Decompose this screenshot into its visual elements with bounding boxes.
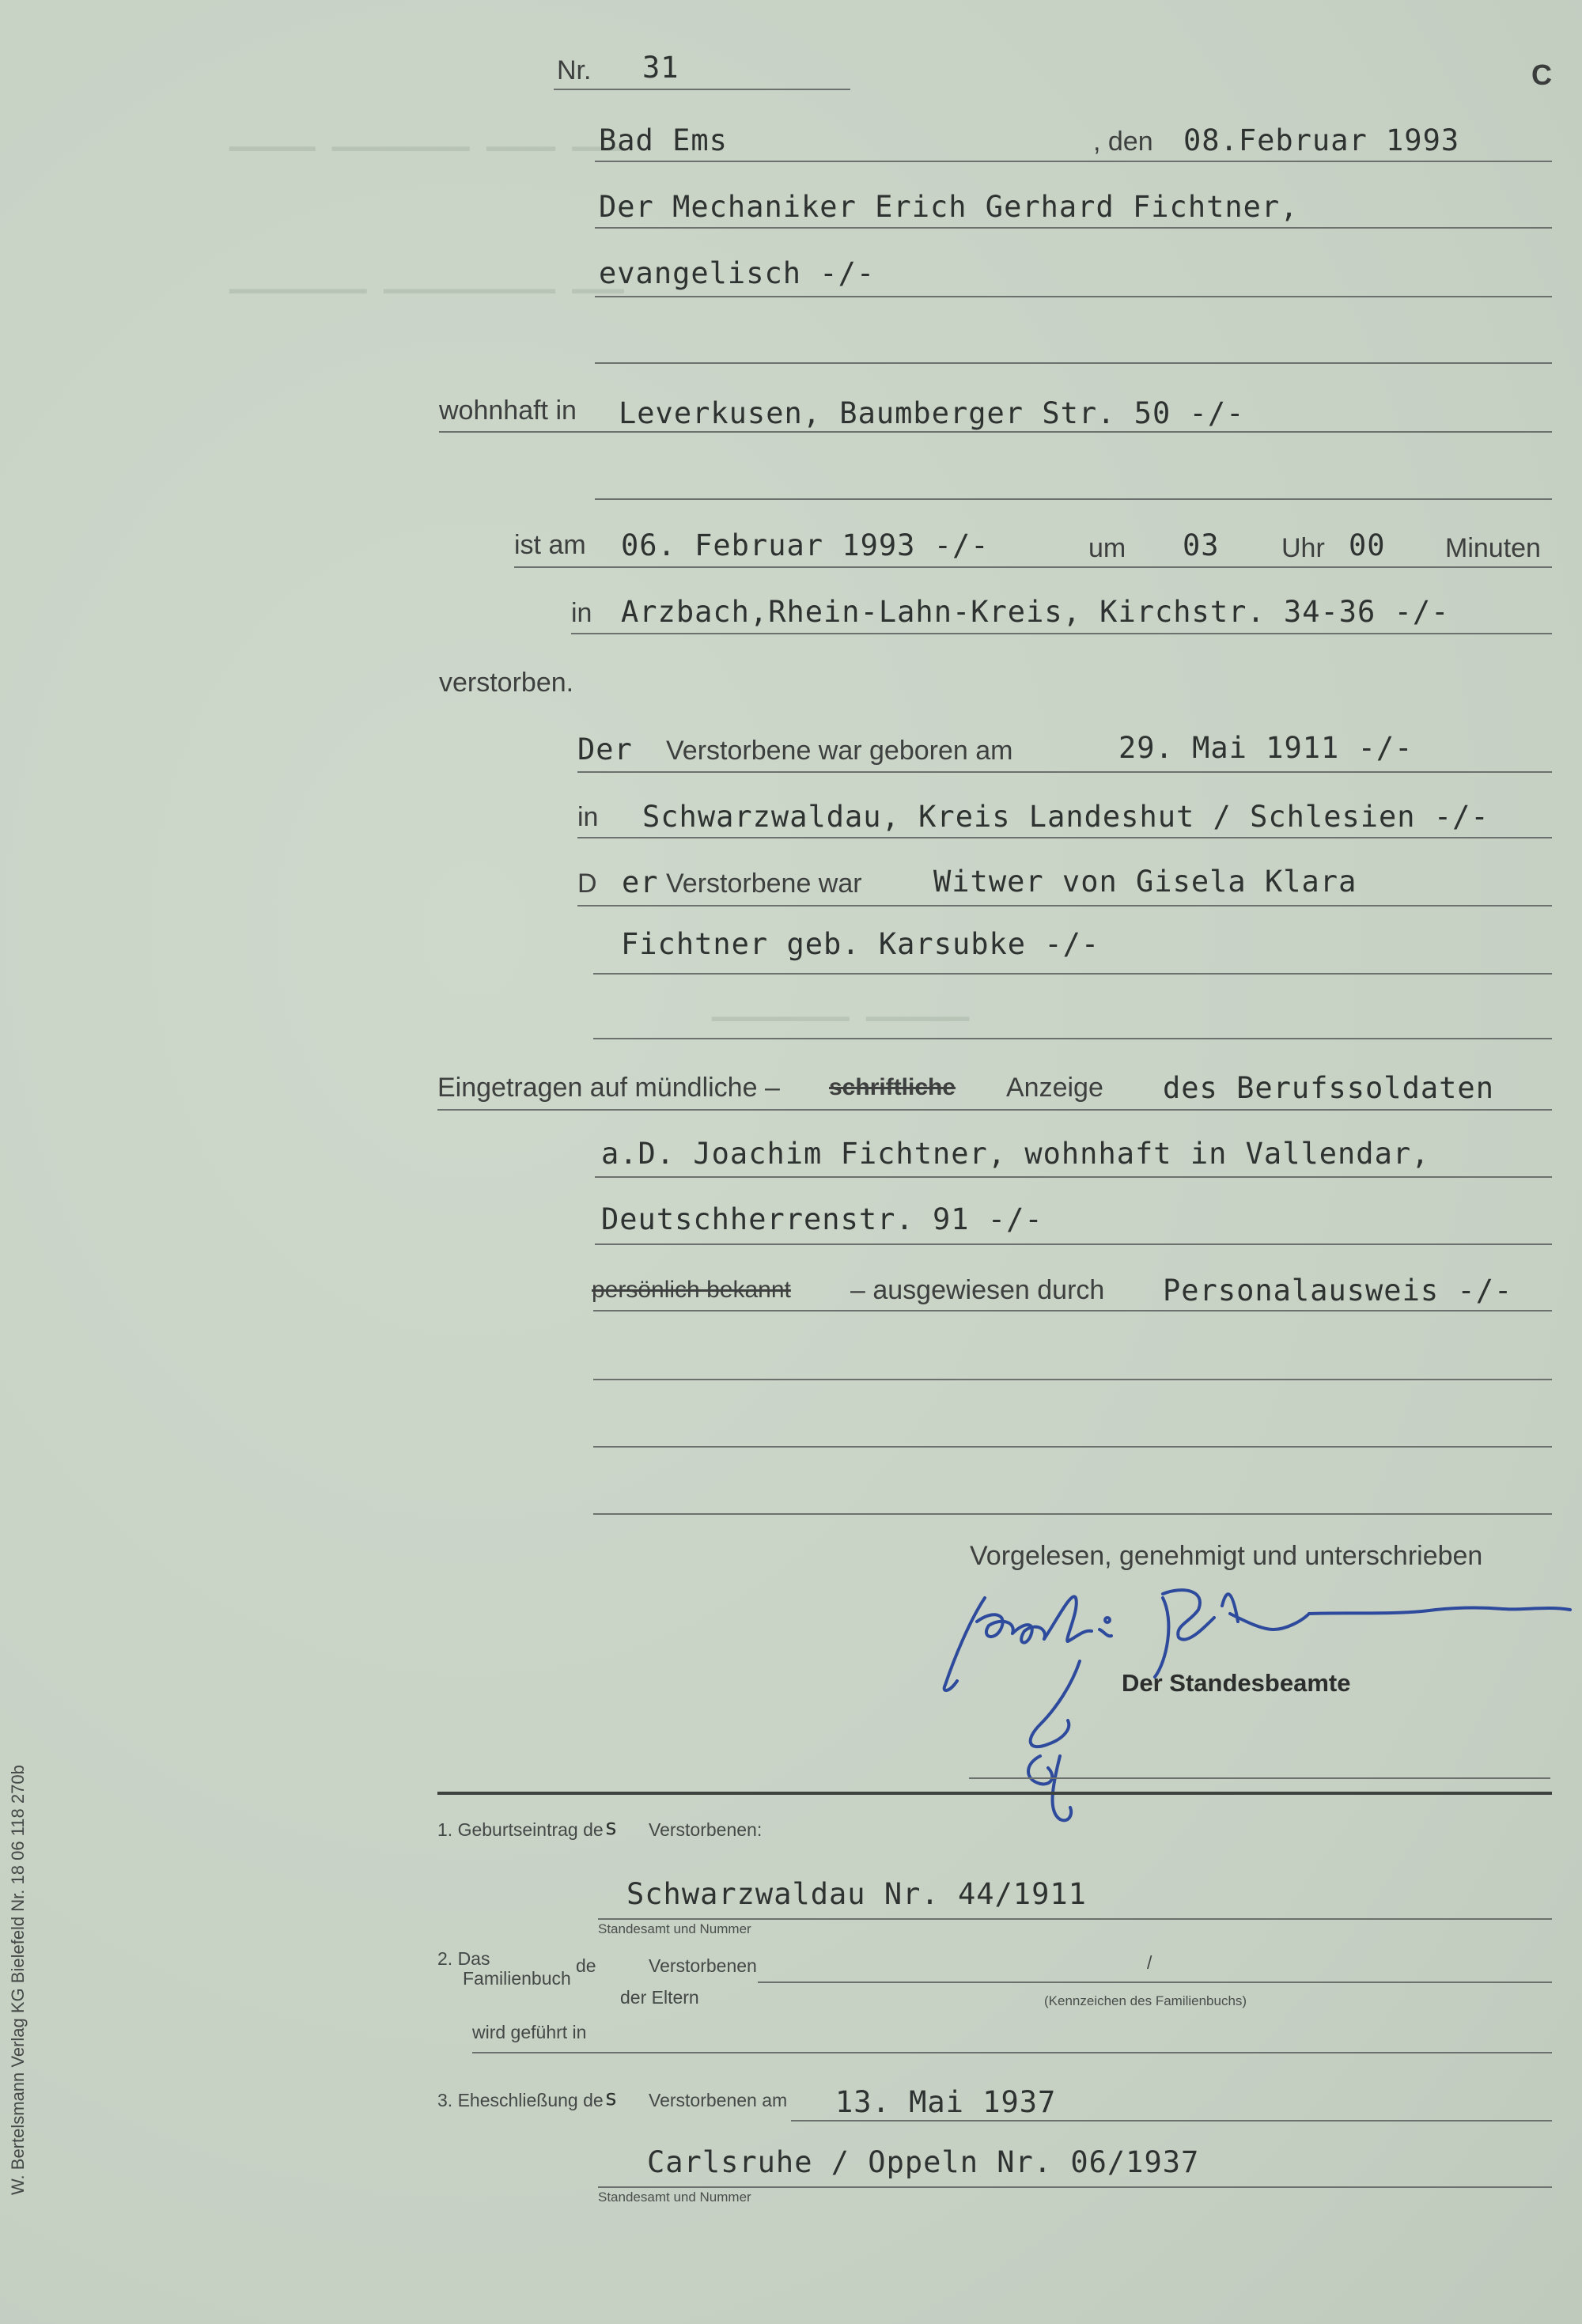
- death-date: 06. Februar 1993 -/-: [621, 528, 990, 562]
- publisher-sidebar: W. Bertelsmann Verlag KG Bielefeld Nr. 18 06 118 270b: [8, 1765, 28, 2195]
- note1-suffix: Verstorbenen:: [649, 1819, 763, 1840]
- note2-eltern: der Eltern: [620, 1987, 699, 2008]
- person-underline-3: [595, 362, 1552, 364]
- place-value: Bad Ems: [599, 123, 728, 157]
- read-approved-label: Vorgelesen, genehmigt und unterschrieben: [970, 1541, 1483, 1571]
- note3-suffix: Verstorbenen am: [649, 2090, 788, 2110]
- report-line1: des Berufssoldaten: [1163, 1071, 1494, 1105]
- death-minute: 00: [1349, 528, 1386, 562]
- note1-standesamt-label: Standesamt und Nummer: [598, 1921, 751, 1936]
- person-line1: Der Mechaniker Erich Gerhard Fichtner,: [599, 190, 1299, 224]
- report-struck-known: persönlich bekannt: [592, 1277, 791, 1303]
- note1-underline: [598, 1918, 1552, 1920]
- death-in-label: in: [571, 598, 592, 628]
- note3-typed: s: [604, 2084, 619, 2110]
- death-hour: 03: [1183, 528, 1220, 562]
- residence-value: Leverkusen, Baumberger Str. 50 -/-: [619, 396, 1245, 430]
- note1-typed: s: [604, 1814, 619, 1840]
- marital-underline-1: [577, 905, 1552, 907]
- place-date-underline: [595, 161, 1552, 162]
- corner-letter: C: [1531, 59, 1552, 91]
- death-place-underline: [571, 633, 1552, 634]
- bleed-through-text: ▁▁▁▁▁▁▁▁ ▁▁▁▁▁▁▁▁▁▁ ▁▁▁: [229, 261, 624, 293]
- marital-underline-2: [593, 973, 1552, 975]
- report-label-suffix: Anzeige: [1006, 1073, 1103, 1103]
- death-date-underline: [514, 566, 1552, 568]
- report-underline-7: [593, 1513, 1552, 1515]
- identified-value: Personalausweis -/-: [1163, 1274, 1513, 1308]
- um-label: um: [1088, 533, 1126, 563]
- report-underline-4: [593, 1310, 1552, 1312]
- note3-value: Carlsruhe / Oppeln Nr. 06/1937: [647, 2145, 1200, 2179]
- report-underline-6: [593, 1446, 1552, 1448]
- marital-d-label: D: [577, 869, 597, 899]
- handwritten-signature: [937, 1574, 1582, 1859]
- note2-de: de: [576, 1955, 596, 1976]
- note2-slash: /: [1147, 1952, 1152, 1973]
- note2-kennzeichen: (Kennzeichen des Familienbuchs): [1044, 1993, 1247, 2008]
- birth-in-label: in: [577, 802, 599, 832]
- registrar-signature-line: [969, 1777, 1550, 1779]
- person-underline-2: [595, 296, 1552, 297]
- marital-line2: Fichtner geb. Karsubke -/-: [621, 927, 1100, 961]
- report-line2: a.D. Joachim Fichtner, wohnhaft in Vallendar,: [601, 1137, 1430, 1171]
- note3-date: 13. Mai 1937: [835, 2085, 1057, 2119]
- person-underline-1: [595, 227, 1552, 229]
- verstorben-label: verstorben.: [439, 668, 574, 698]
- birth-place-underline: [577, 837, 1552, 838]
- note3-standesamt-label: Standesamt und Nummer: [598, 2190, 751, 2205]
- report-underline-3: [595, 1243, 1552, 1245]
- minuten-label: Minuten: [1445, 533, 1541, 563]
- note2-label-b: Familienbuch: [463, 1968, 571, 1989]
- note3-date-underline: [791, 2120, 1552, 2122]
- note2-verstorbenen: Verstorbenen: [649, 1955, 757, 1976]
- birth-date: 29. Mai 1911 -/-: [1118, 731, 1414, 765]
- note2-gefuehrt: wird geführt in: [472, 2022, 587, 2042]
- uhr-label: Uhr: [1281, 533, 1325, 563]
- report-underline-1: [437, 1109, 1552, 1111]
- death-place: Arzbach,Rhein-Lahn-Kreis, Kirchstr. 34-36 -/-: [621, 595, 1450, 629]
- birth-place: Schwarzwaldau, Kreis Landeshut / Schlesien -/-: [642, 800, 1489, 834]
- residence-underline-2: [595, 498, 1552, 500]
- report-line3: Deutschherrenstr. 91 -/-: [601, 1202, 1043, 1236]
- marital-underline-3: [593, 1038, 1552, 1039]
- identified-label: – ausgewiesen durch: [850, 1275, 1105, 1305]
- report-underline-5: [593, 1379, 1552, 1380]
- note1-label: 1. Geburtseintrag de: [437, 1819, 604, 1840]
- birth-label: Verstorbene war geboren am: [666, 736, 1013, 766]
- report-underline-2: [595, 1176, 1552, 1178]
- report-label-prefix: Eingetragen auf mündliche –: [437, 1073, 780, 1103]
- residence-label: wohnhaft in: [439, 396, 577, 426]
- note2-underline-2: [472, 2052, 1552, 2053]
- marital-er-typed: er: [622, 865, 659, 899]
- nr-label: Nr.: [557, 55, 592, 85]
- marital-line1: Witwer von Gisela Klara: [933, 865, 1357, 899]
- nr-underline: [554, 89, 850, 90]
- date-value: 08.Februar 1993: [1183, 123, 1460, 157]
- notes-divider: [437, 1792, 1552, 1795]
- birth-date-underline: [577, 771, 1552, 773]
- marital-label: Verstorbene war: [666, 869, 862, 899]
- note3-label: 3. Eheschließung de: [437, 2090, 604, 2110]
- person-line2: evangelisch -/-: [599, 256, 876, 290]
- ist-am-label: ist am: [514, 530, 586, 560]
- note2-label-a: 2. Das: [437, 1948, 490, 1969]
- bleed-through-text: ▁▁▁▁▁▁▁▁ ▁▁▁▁▁▁: [712, 989, 970, 1021]
- nr-value: 31: [642, 51, 679, 85]
- note1-value: Schwarzwaldau Nr. 44/1911: [626, 1877, 1087, 1911]
- birth-der-typed: Der: [577, 732, 633, 766]
- registrar-label: Der Standesbeamte: [1122, 1669, 1351, 1697]
- report-struck-option: schriftliche: [829, 1074, 956, 1100]
- note3-underline: [598, 2186, 1552, 2188]
- residence-underline: [439, 431, 1552, 433]
- note2-underline-1: [758, 1981, 1552, 1983]
- bleed-through-text: ▁▁▁▁▁ ▁▁▁▁▁▁▁▁ ▁▁▁▁ ▁▁▁: [229, 119, 624, 151]
- den-label: , den: [1093, 127, 1153, 157]
